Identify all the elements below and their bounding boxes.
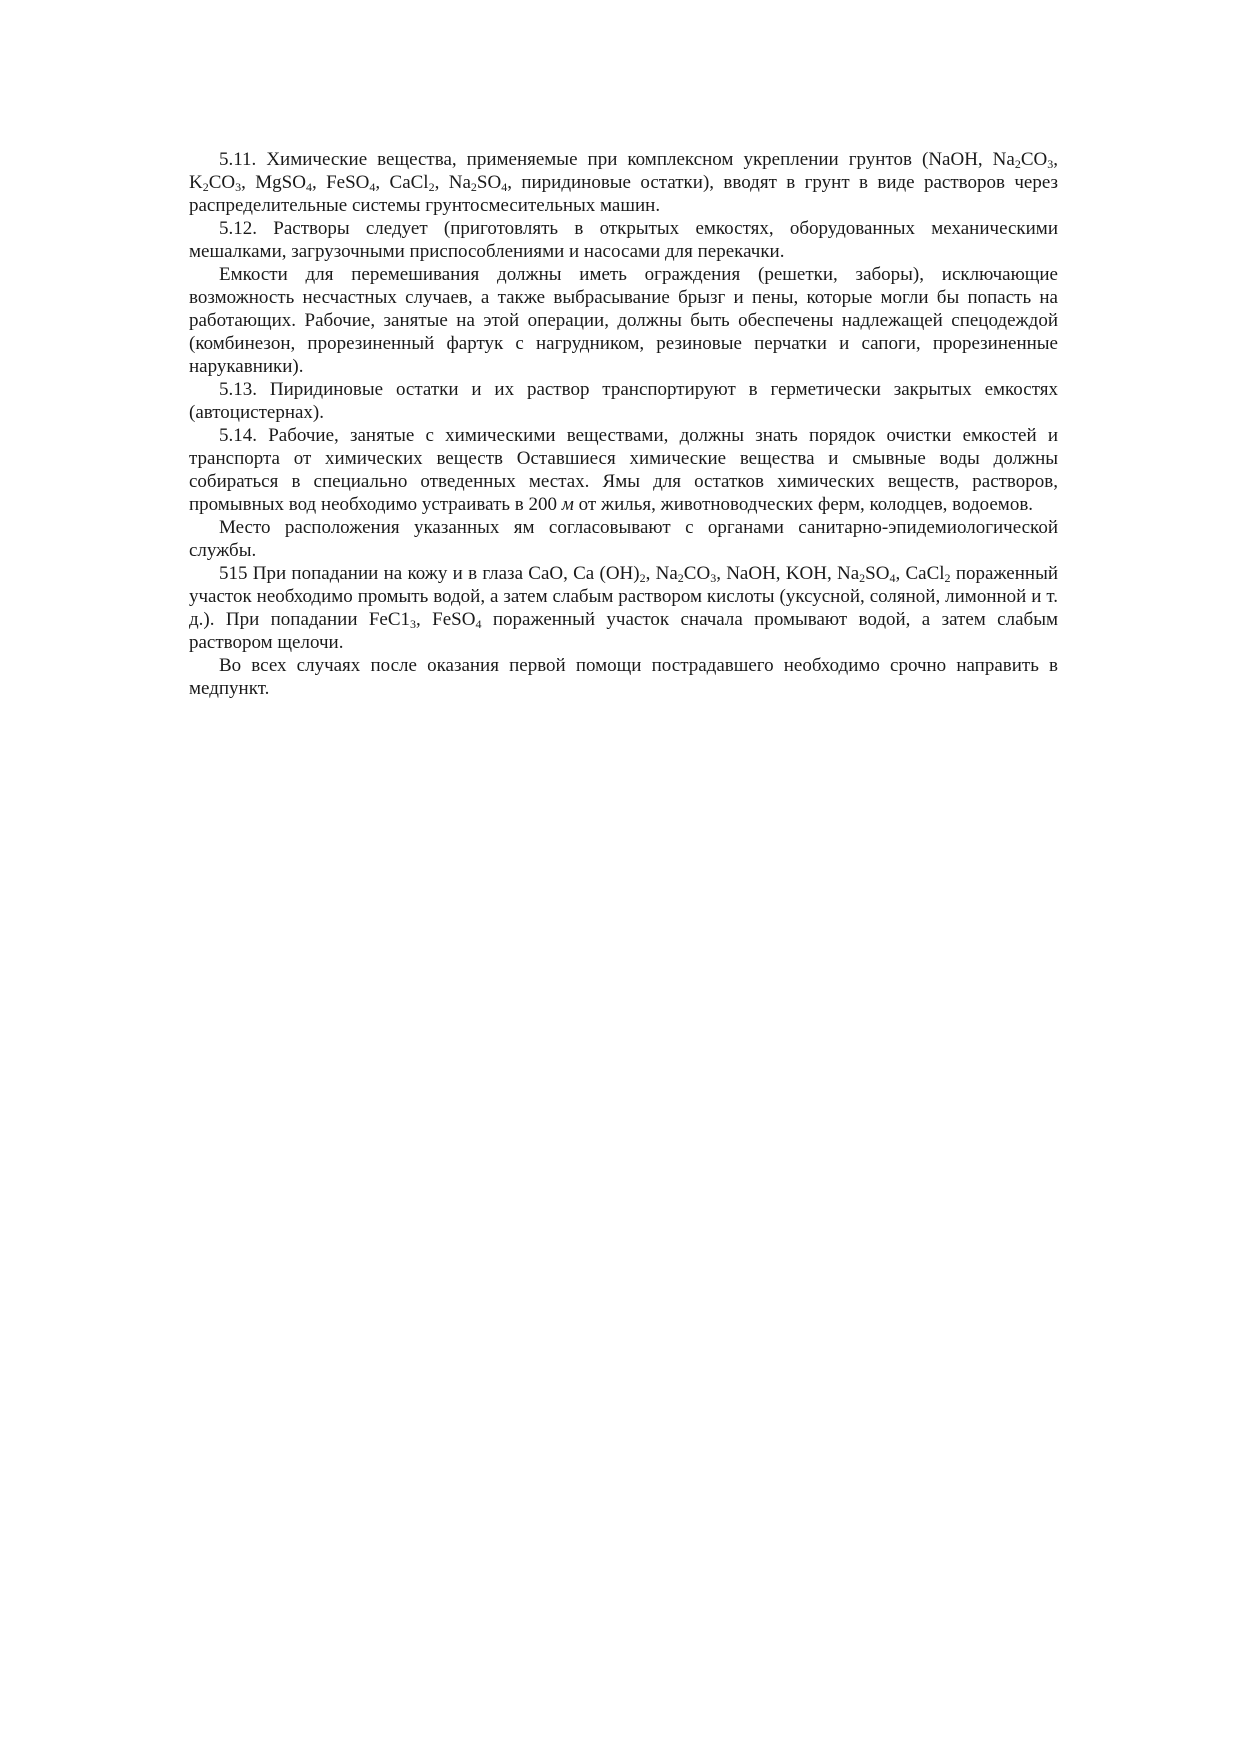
paragraph-5-14: 5.14. Рабочие, занятые с химическими веществами, должны знать порядок очистки емкостей и транспорта от химических веществ Оставшиеся химические вещества и смывные воды должны собираться в специально отведенных местах. Ямы для остатков химических веществ, растворов, промывных вод необходимо устраивать в 200 м от жилья, животноводческих ферм, колодцев, водоемов. bbox=[189, 425, 1058, 515]
paragraph-tanks-fencing: Емкости для перемешивания должны иметь ограждения (решетки, заборы), исключающие возможность несчастных случаев, а также выбрасывание брызг и пены, которые могли бы попасть на работающих. Рабочие, занятые на этой операции, должны быть обеспечены надлежащей спецодеждой (комбинезон, прорезиненный фартук с нагрудником, резиновые перчатки и сапоги, прорезиненные нарукавники). bbox=[189, 264, 1058, 377]
paragraph-5-11: 5.11. Химические вещества, применяемые при комплексном укреплении грунтов (NaOH, $Na_2CO_3$, $K_2CO_3$, MgSO$_4$, FeSO$_4$, CaCl$_2$, $Na_2SO_4$, пиридиновые остатки), вводят в грунт в виде растворов через распределительные системы грунтосмесительных машин. bbox=[189, 149, 1059, 216]
paragraph-5-15: 515 При попадании на кожу и в глаза CaO, Ca $(OH)_2$, $Na_2CO_3$, NaOH, KOH, $Na_2SO_4$, CaCl$_2$ пораженный участок необходимо промыть водой, а затем слабым раствором кислоты (уксусной, соляной, лимонной и т. д.). При попадании $FeC1_3$, FeSO$_4$ пораженный участок сначала промывают водой, а затем слабым раствором щелочи. bbox=[189, 563, 1058, 653]
paragraph-first-aid: Во всех случаях после оказания первой помощи пострадавшего необходимо срочно направить в медпункт. bbox=[189, 655, 1058, 699]
document-page bbox=[189, 148, 1058, 700]
paragraph-pit-location: Место расположения указанных ям согласовывают с органами санитарно-эпидемиологической службы. bbox=[189, 517, 1058, 561]
paragraph-5-13: 5.13. Пиридиновые остатки и их раствор транспортируют в герметически закрытых емкостях (автоцистернах). bbox=[189, 379, 1058, 423]
paragraph-5-12: 5.12. Растворы следует (приготовлять в открытых емкостях, оборудованных механическими мешалками, загрузочными приспособлениями и насосами для перекачки. bbox=[189, 218, 1058, 262]
